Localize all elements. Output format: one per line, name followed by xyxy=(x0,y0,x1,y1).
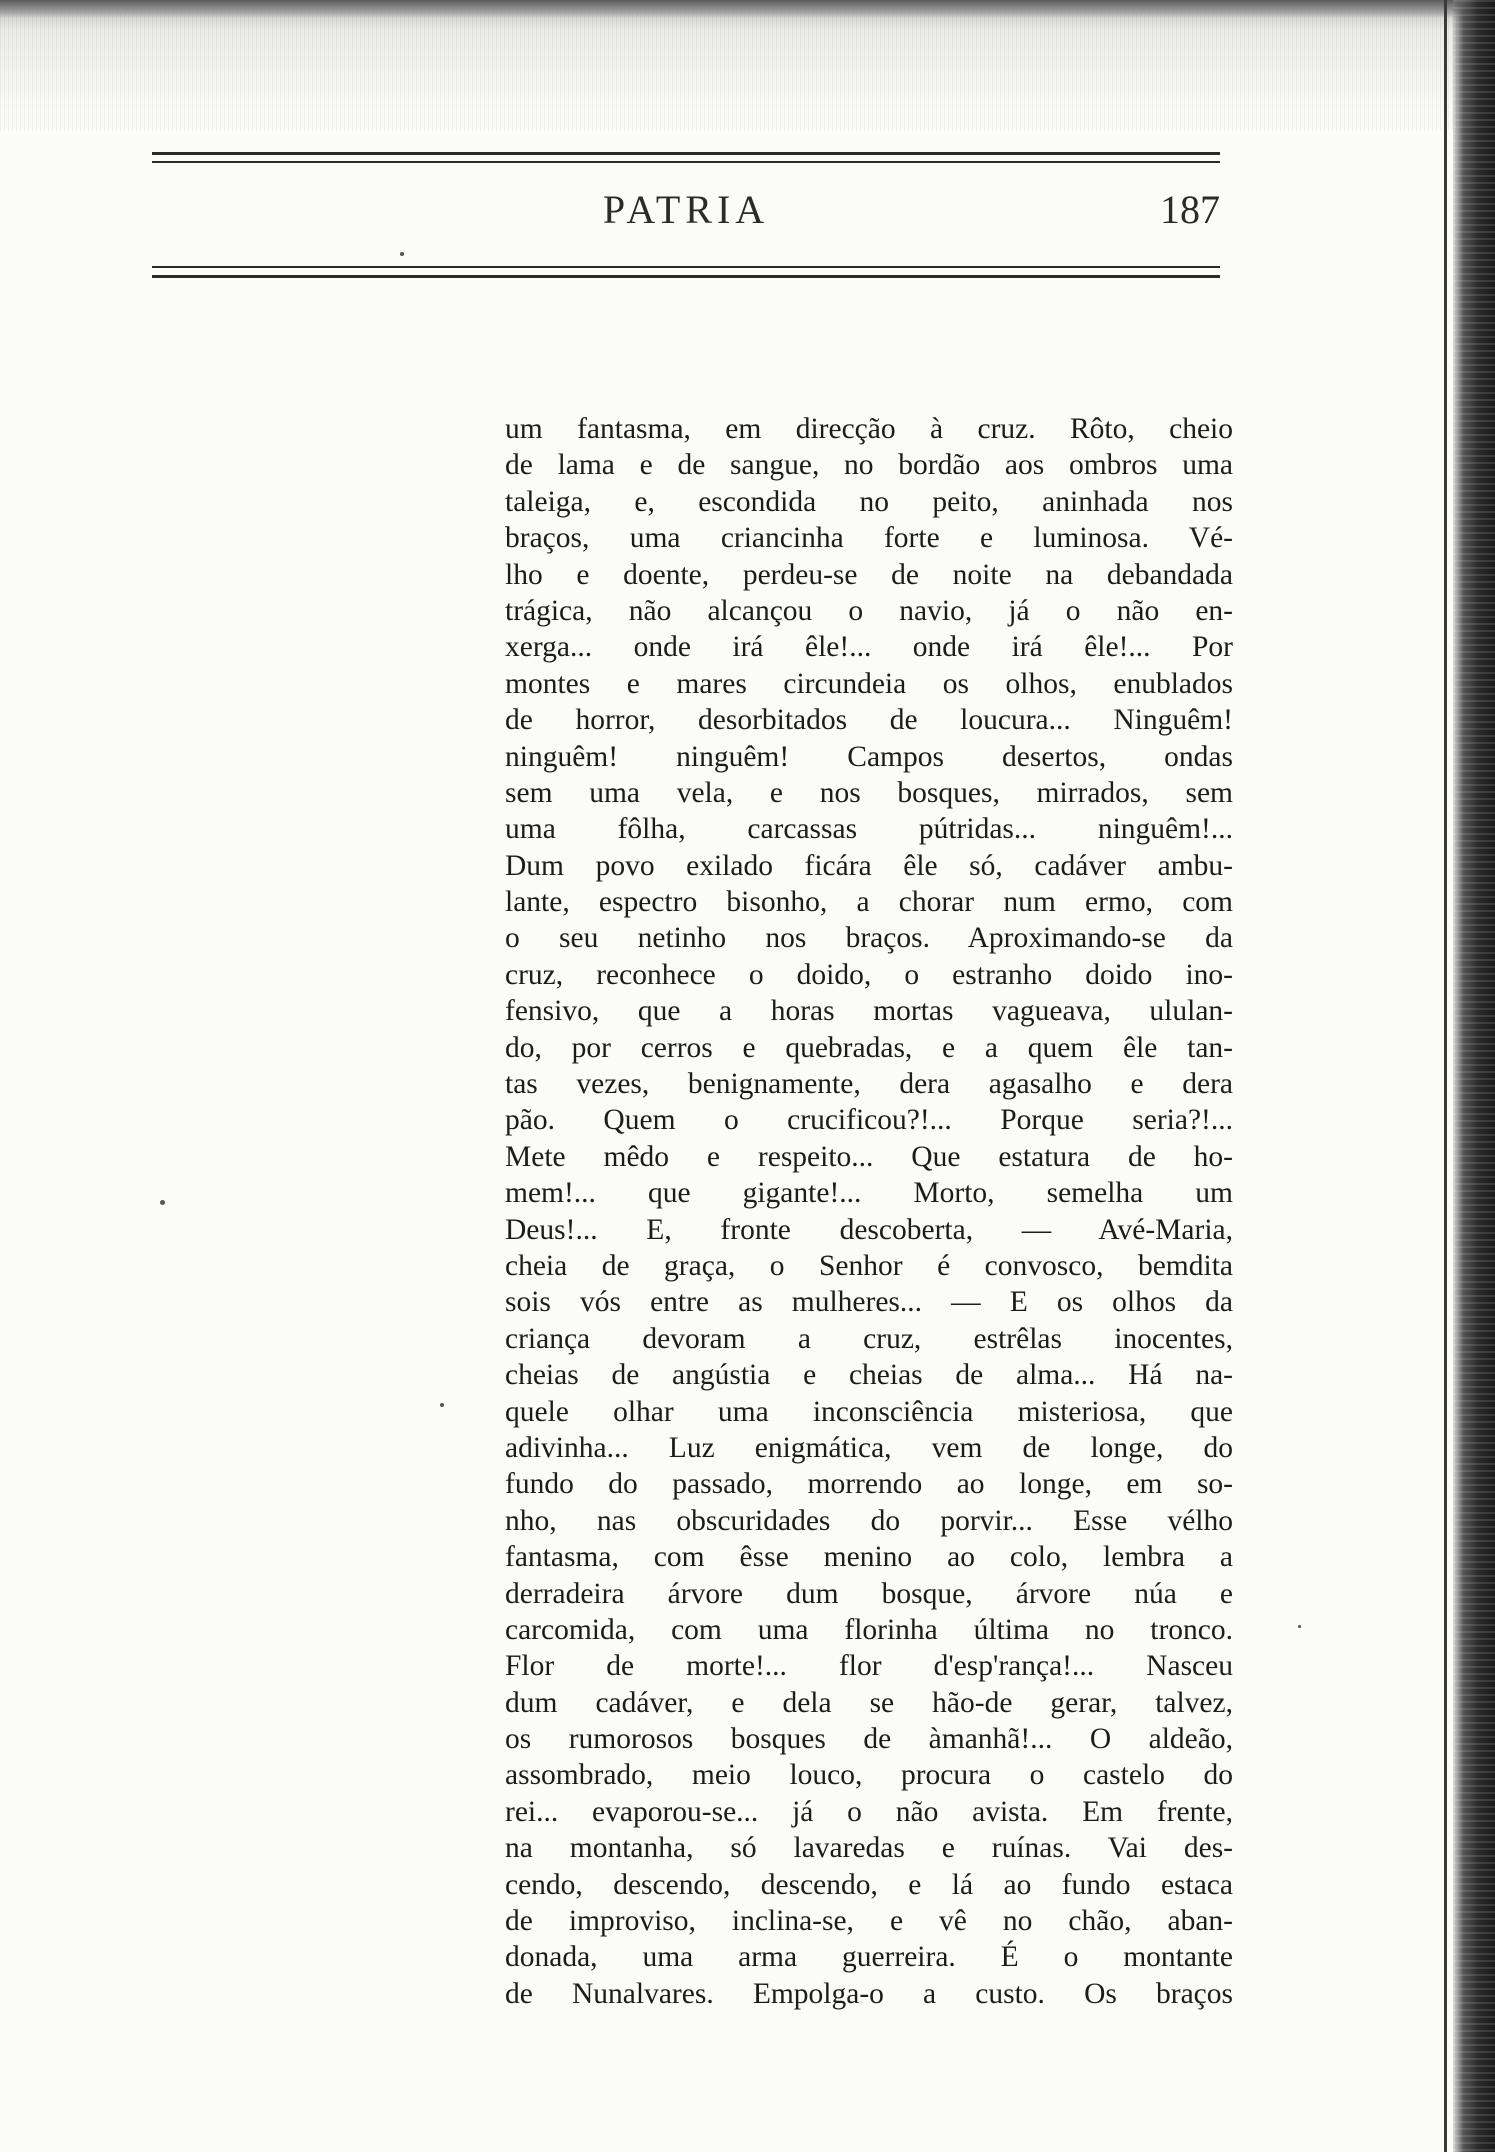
text-line: pão. Quem o crucificou?!... Porque seria?!... xyxy=(505,1104,1233,1137)
text-line: uma fôlha, carcassas pútridas... ninguêm!... xyxy=(505,813,1233,846)
text-line: trágica, não alcançou o navio, já o não en- xyxy=(505,594,1233,627)
text-line: rei... evaporou-se... já o não avista. Em frente, xyxy=(505,1795,1233,1828)
running-title: PATRIA xyxy=(602,187,770,232)
text-line: do, por cerros e quebradas, e a quem êle tan- xyxy=(505,1031,1233,1064)
text-line: cheia de graça, o Senhor é convosco, bemdita xyxy=(505,1249,1233,1282)
text-line: fensivo, que a horas mortas vagueava, ululan- xyxy=(505,995,1233,1028)
text-line: lante, espectro bisonho, a chorar num ermo, com xyxy=(505,886,1233,919)
text-line: ninguêm! ninguêm! Campos desertos, ondas xyxy=(505,740,1233,773)
scan-speck xyxy=(160,1200,165,1205)
text-line: Dum povo exilado ficára êle só, cadáver ambu- xyxy=(505,849,1233,882)
scan-speck xyxy=(440,1403,444,1407)
text-line: assombrado, meio louco, procura o castelo do xyxy=(505,1759,1233,1792)
text-line: cruz, reconhece o doido, o estranho doido ino- xyxy=(505,958,1233,991)
text-line: de horror, desorbitados de loucura... Ninguêm! xyxy=(505,704,1233,737)
scan-noise xyxy=(0,0,1495,130)
running-header xyxy=(152,186,1220,256)
text-line: de Nunalvares. Empolga-o a custo. Os braços xyxy=(505,1977,1233,2010)
text-line: criança devoram a cruz, estrêlas inocentes, xyxy=(505,1322,1233,1355)
page-edge-line xyxy=(1444,0,1447,2152)
text-line: nho, nas obscuridades do porvir... Esse vélho xyxy=(505,1504,1233,1537)
text-line: dum cadáver, e dela se hão-de gerar, talvez, xyxy=(505,1686,1233,1719)
text-line: os rumorosos bosques de àmanhã!... O aldeão, xyxy=(505,1723,1233,1756)
page-number: 187 xyxy=(1160,187,1220,232)
body-text-block xyxy=(505,411,1233,2012)
scan-speck xyxy=(400,252,404,256)
text-line: braços, uma criancinha forte e luminosa. Vé- xyxy=(505,522,1233,555)
text-line: cendo, descendo, descendo, e lá ao fundo estaca xyxy=(505,1868,1233,1901)
text-line: donada, uma arma guerreira. É o montante xyxy=(505,1941,1233,1974)
text-line: quele olhar uma inconsciência misteriosa, que xyxy=(505,1395,1233,1428)
text-line: tas vezes, benignamente, dera agasalho e dera xyxy=(505,1068,1233,1101)
text-line: fundo do passado, morrendo ao longe, em so- xyxy=(505,1468,1233,1501)
text-line: adivinha... Luz enigmática, vem de longe, do xyxy=(505,1431,1233,1464)
text-line: carcomida, com uma florinha última no tronco. xyxy=(505,1613,1233,1646)
text-line: na montanha, só lavaredas e ruínas. Vai des- xyxy=(505,1832,1233,1865)
text-line: taleiga, e, escondida no peito, aninhada nos xyxy=(505,485,1233,518)
header-rule-top-2 xyxy=(152,161,1220,163)
header-rule-top-1 xyxy=(152,152,1220,155)
scan-top-edge xyxy=(0,0,1495,18)
scan-speck xyxy=(1298,1625,1301,1628)
text-line: um fantasma, em direcção à cruz. Rôto, cheio xyxy=(505,413,1233,445)
text-line: xerga... onde irá êle!... onde irá êle!... Por xyxy=(505,631,1233,664)
text-line: mem!... que gigante!... Morto, semelha um xyxy=(505,1177,1233,1210)
text-line: Flor de morte!... flor d'esp'rança!... Nasceu xyxy=(505,1650,1233,1683)
header-rule-bottom-2 xyxy=(152,275,1220,278)
text-line: o seu netinho nos braços. Aproximando-se da xyxy=(505,922,1233,955)
text-line: de improviso, inclina-se, e vê no chão, aban- xyxy=(505,1905,1233,1938)
text-line: montes e mares circundeia os olhos, enublados xyxy=(505,667,1233,700)
header-rule-bottom-1 xyxy=(152,266,1220,268)
text-line: Mete mêdo e respeito... Que estatura de ho- xyxy=(505,1140,1233,1173)
book-binding-edge xyxy=(1453,0,1495,2152)
text-line: derradeira árvore dum bosque, árvore núa e xyxy=(505,1577,1233,1610)
text-line: lho e doente, perdeu-se de noite na debandada xyxy=(505,558,1233,591)
text-line: sem uma vela, e nos bosques, mirrados, sem xyxy=(505,776,1233,809)
text-line: Deus!... E, fronte descoberta, — Avé-Maria, xyxy=(505,1213,1233,1246)
text-line: cheias de angústia e cheias de alma... Há na- xyxy=(505,1359,1233,1392)
text-line: de lama e de sangue, no bordão aos ombros uma xyxy=(505,449,1233,482)
text-line: fantasma, com êsse menino ao colo, lembra a xyxy=(505,1541,1233,1574)
text-line: sois vós entre as mulheres... — E os olhos da xyxy=(505,1286,1233,1319)
